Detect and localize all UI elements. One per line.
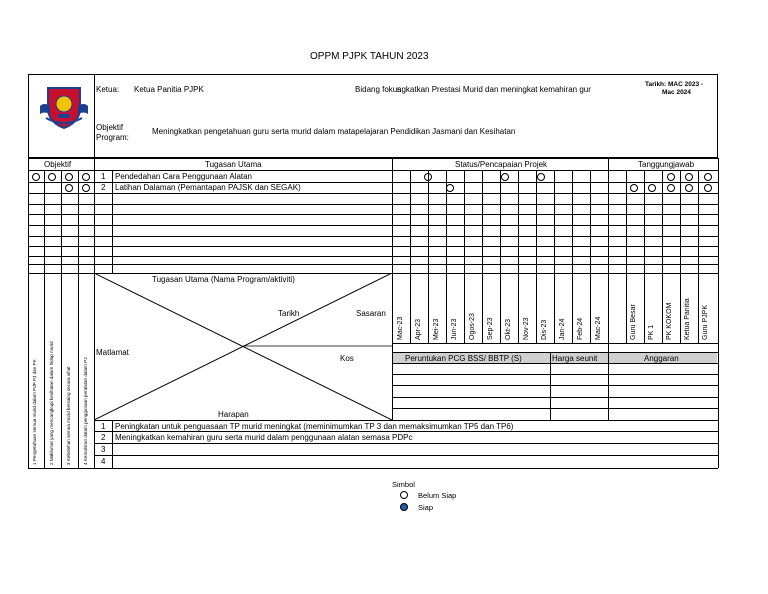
status-marker [501, 173, 509, 181]
person-label: PK 1 [648, 324, 655, 340]
bidang-value: ngkatkan Prestasi Murid dan meningkat kemahiran gur [397, 86, 591, 94]
month-label: Ogos-23 [469, 313, 476, 340]
objective-marker [82, 184, 90, 192]
task-1-name: Pendedahan Cara Penggunaan Alatan [115, 172, 253, 181]
objective-marker [65, 173, 73, 181]
objective-desc: 2 Maklumat yang mencangkupi kesihatan dalam hidup murid [49, 341, 54, 465]
budget-anggaran: Anggaran [644, 354, 679, 363]
task-2-name: Latihan Dalaman (Pemantapan PAJSK dan SEGAK) [115, 183, 301, 192]
objektif-value: Meningkatkan pengetahuan guru serta murid dalam matapelajaran Pendidikan Jasmani dan Kesihatan [152, 127, 516, 136]
responsibility-marker [685, 184, 693, 192]
person-label: Guru Besar [630, 304, 637, 340]
legend-title: Simbol [392, 480, 415, 489]
outcome-2-no: 2 [101, 433, 106, 442]
matrix-tugasan-label: Tugasan Utama (Nama Program/aktiviti) [152, 275, 295, 284]
responsibility-marker [704, 184, 712, 192]
legend-siap-icon [400, 503, 408, 511]
person-label: Guru PJPK [702, 304, 709, 340]
matrix-diagonals [94, 273, 392, 420]
legend-siap-label: Siap [418, 503, 434, 512]
header-tugasan: Tugasan Utama [205, 160, 262, 169]
month-label: Jan-24 [559, 318, 566, 340]
legend-belum-icon [400, 491, 408, 499]
header-objektif: Objektif [44, 160, 72, 169]
school-logo [38, 84, 90, 130]
month-label: Jun-23 [451, 318, 458, 340]
task-1-no: 1 [101, 172, 106, 181]
month-label: Feb-24 [577, 317, 584, 340]
objective-marker [32, 173, 40, 181]
month-label: Apr-23 [415, 318, 422, 340]
objective-marker [48, 173, 56, 181]
responsibility-marker [685, 173, 693, 181]
responsibility-marker [630, 184, 638, 192]
budget-harga: Harga seunit [552, 354, 598, 363]
bidang-label: Bidang fokus [355, 85, 402, 94]
task-2-no: 2 [101, 183, 106, 192]
objektif-label-2: Program: [96, 133, 129, 142]
month-label: Mac-23 [397, 316, 404, 340]
header-tanggungjawab: Tanggungjawab [638, 160, 695, 169]
month-label: Nov-23 [523, 317, 530, 340]
objective-marker [82, 173, 90, 181]
objektif-label-1: Objektif [96, 123, 124, 132]
status-marker [537, 173, 545, 181]
matrix-matlamat-label: Matlamat [96, 348, 129, 357]
header-status: Status/Pencapaian Projek [455, 160, 548, 169]
matrix-kos-label: Kos [340, 354, 354, 363]
objective-desc: 3 Kebolehan semua murid bersaing secara sihat [66, 366, 71, 465]
outcome-2-text: Meningkatkan kemahiran guru serta murid dalam penggunaan alatan semasa PDPc [115, 433, 413, 442]
status-marker [446, 184, 454, 192]
legend-belum-label: Belum Siap [418, 491, 457, 500]
outcome-3-no: 3 [101, 445, 106, 454]
responsibility-marker [667, 173, 675, 181]
matrix-sasaran-label: Sasaran [356, 309, 386, 318]
responsibility-marker [704, 173, 712, 181]
status-marker [424, 173, 432, 181]
month-label: Okt-23 [505, 318, 512, 340]
matrix-harapan-label: Harapan [218, 410, 249, 419]
outcome-1-no: 1 [101, 422, 106, 431]
ketua-label: Ketua: [96, 85, 120, 94]
page-title: OPPM PJPK TAHUN 2023 [310, 51, 429, 62]
month-label: Dis-23 [541, 319, 548, 340]
budget-peruntukan: Peruntukan PCG BSS/ BBTP (S) [405, 354, 522, 363]
month-label: Sep-23 [487, 317, 494, 340]
objective-marker [65, 184, 73, 192]
ketua-value: Ketua Panitia PJPK [134, 85, 204, 94]
outcome-4-no: 4 [101, 457, 106, 466]
tarikh-line1: Tarikh: MAC 2023 - [645, 81, 704, 88]
responsibility-marker [667, 184, 675, 192]
matrix-tarikh-label: Tarikh [278, 309, 300, 318]
tarikh-line2: Mac 2024 [662, 89, 691, 96]
outcome-1-text: Peningkatan untuk penguasaan TP murid meningkat (meminimumkan TP 3 dan memaksimumkan TP5 dan TP6) [115, 422, 514, 431]
objective-desc: 1 Pengetahuan semua murid dalam PdP PJ dan PK [32, 359, 37, 465]
person-label: PK KOKOM [666, 302, 673, 340]
month-label: Mei-23 [433, 318, 440, 340]
responsibility-marker [648, 184, 656, 192]
person-label: Ketua Panitia [684, 298, 691, 340]
month-label: Mac-24 [595, 316, 602, 340]
objective-desc: 4 Kemahiran dalam penggunaan peralatan dalam PJ [83, 357, 88, 465]
